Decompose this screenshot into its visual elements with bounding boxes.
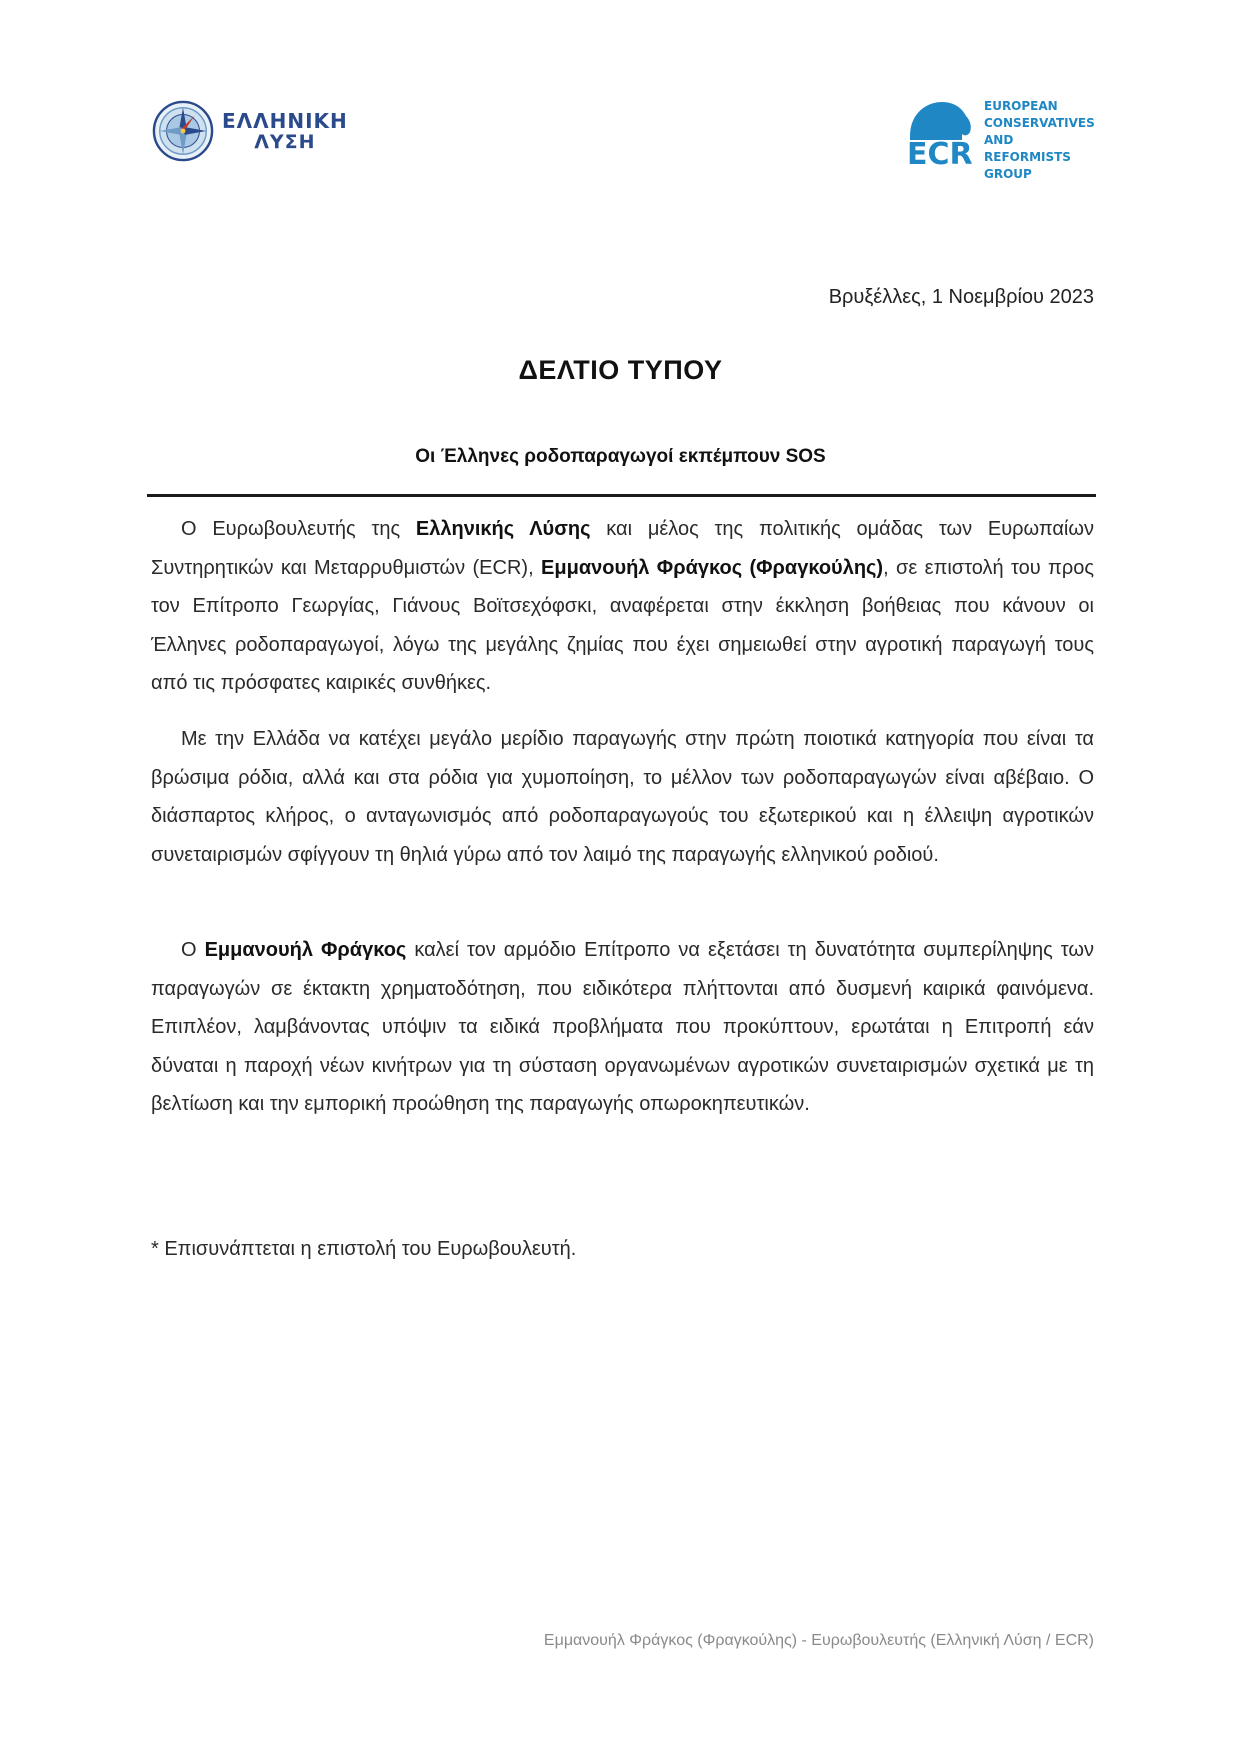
paragraph-2 xyxy=(151,720,1094,874)
paragraph-1 xyxy=(151,510,1094,703)
elliniki-lysi-logo xyxy=(152,99,352,163)
document-subtitle: Οι Έλληνες ροδοπαραγωγοί εκπέμπουν SOS xyxy=(415,446,826,467)
ecr-logo xyxy=(904,96,1104,181)
compass-icon xyxy=(152,100,214,162)
logo-line2: ΛΥΣΗ xyxy=(254,130,316,153)
ecr-mark-text: ECR xyxy=(907,137,973,168)
p1-text-3: , σε επιστολή του προς τον Επίτροπο Γεωργίας, Γιάνους Βοϊτσεχόφσκι, αναφέρεται στην έκκληση βοήθειας που κάνουν οι Έλληνες ροδοπαραγωγοί, λόγω της μεγάλης ζημίας που έχει σημειωθεί στην αγροτική παραγωγή τους από τις πρόσφατες καιρικές συνθήκες. xyxy=(151,556,1094,694)
header-divider xyxy=(147,494,1096,497)
p3-text-2: καλεί τον αρμόδιο Επίτροπο να εξετάσει τη δυνατότητα συμπερίληψης των παραγωγών σε έκτακτη χρηματοδότηση, που ειδικότερα πλήττονται από δυσμενή καιρικά φαινόμενα. Επιπλέον, λαμβάνοντας υπόψιν τα ειδικά προβλήματα που προκύπτουν, ερωτάται η Επιτροπή εάν δύναται η παροχή νέων κινήτρων για τη σύσταση οργανωμένων αγροτικών συνεταιρισμών σχετικά με τη βελτίωση και την εμπορική προώθηση της παραγωγής οπωροκηπευτικών. xyxy=(151,939,1095,1115)
ecr-line: CONSERVATIVES xyxy=(984,116,1095,130)
p1-bold-2: Εμμανουήλ Φράγκος (Φραγκούλης) xyxy=(541,556,884,579)
ecr-lion-icon xyxy=(904,96,976,168)
p1-bold-1: Ελληνικής Λύσης xyxy=(415,518,591,540)
p3-text-1: Ο xyxy=(181,939,205,961)
document-date: Βρυξέλλες, 1 Νοεμβρίου 2023 xyxy=(828,286,1094,308)
p1-text-1: Ο Ευρωβουλευτής της xyxy=(181,518,416,540)
ecr-line: AND REFORMISTS xyxy=(984,133,1071,164)
ecr-line: EUROPEAN xyxy=(984,99,1058,113)
page-footer: Εμμανουήλ Φράγκος (Φραγκούλης) - Ευρωβουλευτής (Ελληνική Λύση / ECR) xyxy=(543,1632,1094,1649)
attachment-note: * Επισυνάπτεται η επιστολή του Ευρωβουλευτή. xyxy=(151,1238,577,1260)
ecr-line: GROUP xyxy=(984,167,1032,181)
elliniki-lysi-wordmark xyxy=(222,108,348,153)
p2-text: Με την Ελλάδα να κατέχει μεγάλο μερίδιο παραγωγής στην πρώτη ποιοτικά κατηγορία που είναι τα βρώσιμα ρόδια, αλλά και στα ρόδια για χυμοποίηση, το μέλλον των ροδοπαραγωγών είναι αβέβαιο. Ο διάσπαρτος κλήρος, ο ανταγωνισμός από ροδοπαραγωγούς του εξωτερικού και η έλλειψη αγροτικών συνεταιρισμών σφίγγουν τη θηλιά γύρω από τον λαιμό της παραγωγής ελληνικού ροδιού. xyxy=(151,728,1094,866)
p1-text-2: και μέλος της πολιτικής ομάδας των Ευρωπαίων Συντηρητικών και Μεταρρυθμιστών (ECR), xyxy=(151,518,1094,579)
page-title: ΔΕΛΤΙΟ ΤΥΠΟΥ xyxy=(518,355,723,385)
ecr-wordmark xyxy=(984,96,1104,183)
paragraph-3 xyxy=(151,931,1094,1124)
p3-bold-1: Εμμανουήλ Φράγκος xyxy=(204,939,407,961)
logo-line1: ΕΛΛΗΝΙΚΗ xyxy=(222,108,348,133)
